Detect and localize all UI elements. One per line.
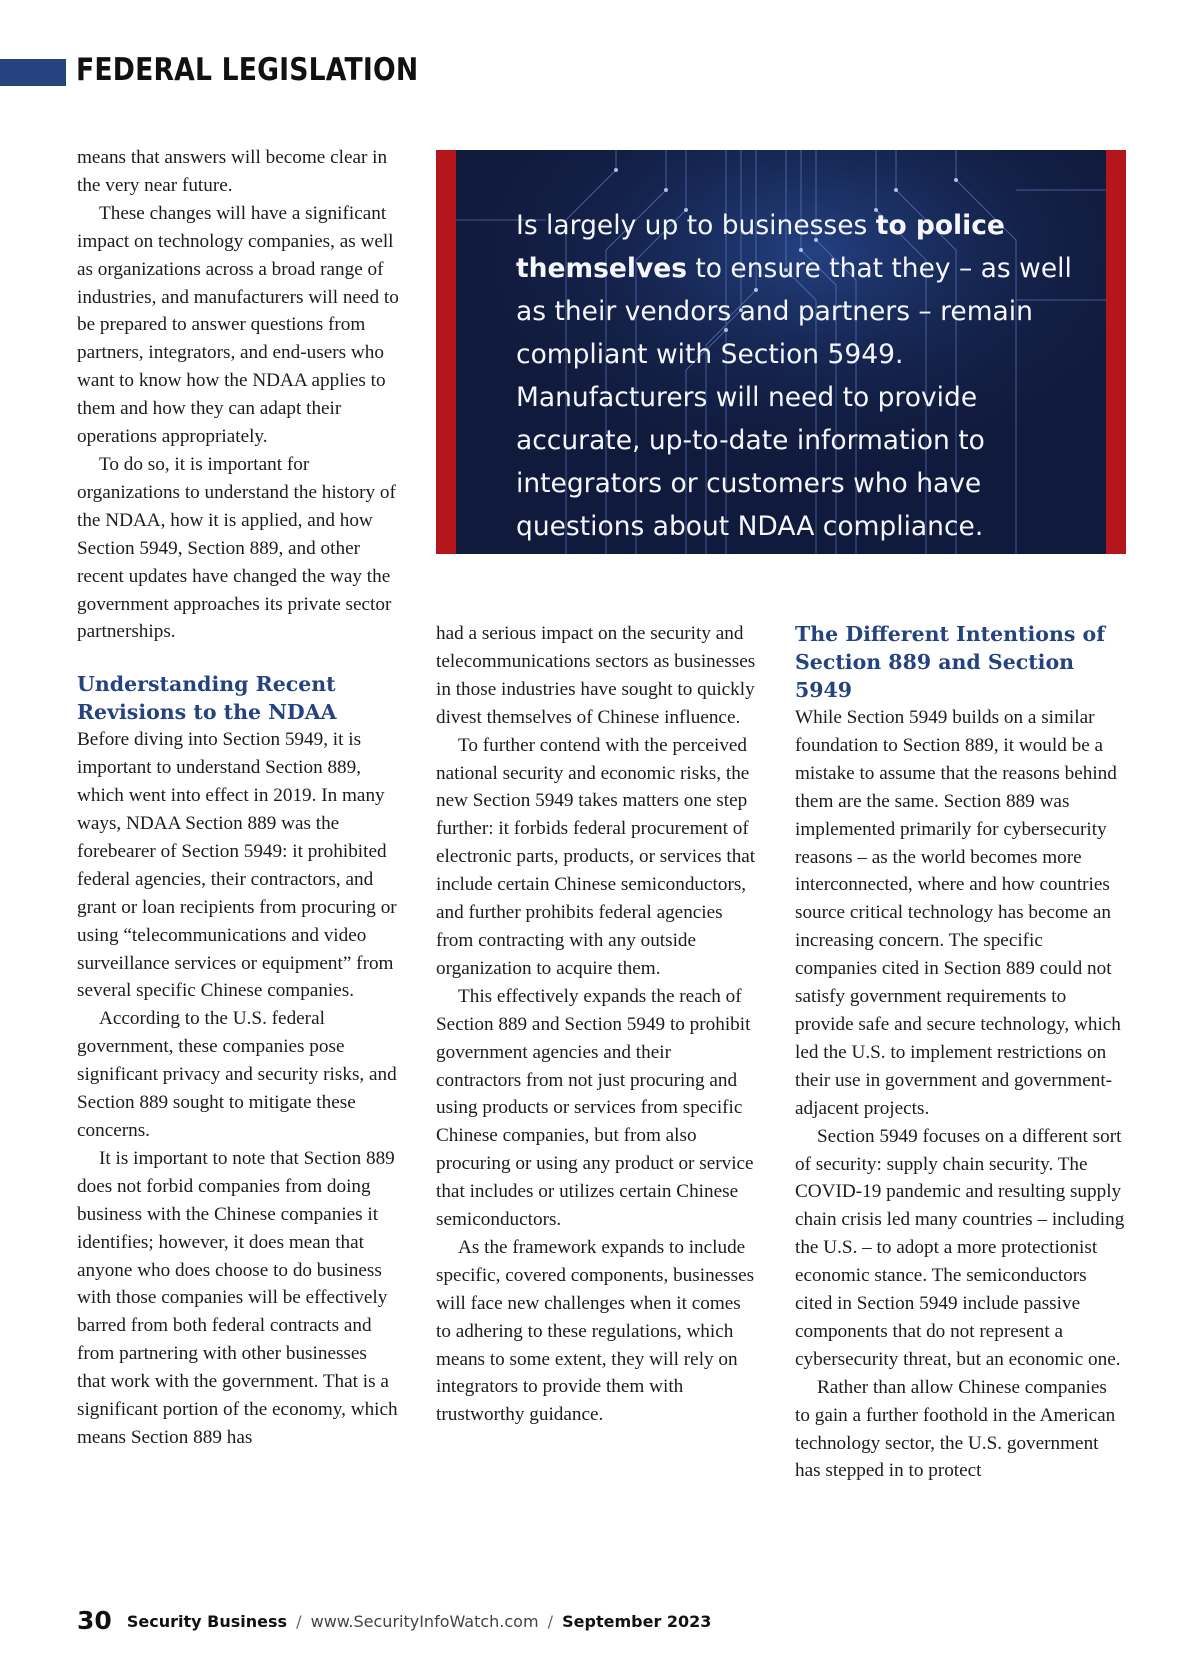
- paragraph: Rather than allow Chinese companies to gain a further foothold in the American technology sector, the U.S. government has stepped in to protect: [795, 1376, 1116, 1482]
- website-url: www.SecurityInfoWatch.com: [310, 1612, 539, 1631]
- paragraph: This effectively expands the reach of Section 889 and Section 5949 to prohibit government agencies and their contractors from not just procuring and using products or services from specific Chinese companies, but from also procuring or using any product or service that includes or utilizes certain Chinese semiconductors.: [436, 985, 754, 1231]
- footer-separator: /: [296, 1612, 302, 1631]
- page-number: 30: [77, 1606, 112, 1635]
- paragraph: It is important to note that Section 889 does not forbid companies from doing business with the Chinese companies it identifies; however, it does mean that anyone who does choose to do business with those companies will be effectively barred from both federal contracts and from partnering with other businesses that work with the government. That is a significant portion of the economy, which means Section 889 has: [77, 1147, 398, 1448]
- issue-date: September 2023: [562, 1612, 712, 1631]
- paragraph: Section 5949 focuses on a different sort of security: supply chain security. The COVID-19 pandemic and resulting supply chain crisis led many countries – including the U.S. – to adopt a more protectionist economic stance. The semiconductors cited in Section 5949 include passive components that do not represent a cybersecurity threat, but an economic one.: [795, 1125, 1125, 1370]
- paragraph: means that answers will become clear in the very near future.: [77, 147, 388, 196]
- paragraph: According to the U.S. federal government, these companies pose significant privacy and security risks, and Section 889 sought to mitigate these concerns.: [77, 1008, 397, 1141]
- paragraph: While Section 5949 builds on a similar foundation to Section 889, it would be a mistake to assume that the reasons behind them are the same. Section 889 was implemented primarily for cybersecurity reasons – as the world becomes more interconnected, where and how countries source critical technology has become an increasing concern. The specific companies cited in Section 889 could not satisfy government requirements to provide safe and secure technology, which led the U.S. to implement restrictions on their use in government and government-adjacent projects.: [795, 707, 1121, 1119]
- paragraph: These changes will have a significant impact on technology companies, as well as organizations across a broad range of industries, and manufacturers will need to be prepared to answer questions from partners, integrators, and end-users who want to know how the NDAA applies to them and how they can adapt their operations appropriately.: [77, 202, 399, 448]
- footer-separator: /: [547, 1612, 554, 1631]
- subheading: The Different Intentions of Section 889 and Section 5949: [795, 622, 1106, 702]
- magazine-name: Security Business: [126, 1612, 288, 1631]
- article-column-1: [77, 144, 399, 1452]
- paragraph: To further contend with the perceived national security and economic risks, the new Section 5949 takes matters one step further: it forbids federal procurement of electronic parts, products, or services that include certain Chinese semiconductors, and further prohibits federal agencies from contracting with any outside organization to acquire them.: [436, 734, 756, 979]
- pullquote-box: [436, 150, 1126, 554]
- page-footer: [77, 1606, 711, 1635]
- subheading: Understanding Recent Revisions to the NDAA: [77, 672, 337, 725]
- paragraph: had a serious impact on the security and telecommunications sectors as businesses in those industries have sought to quickly divest themselves of Chinese influence.: [436, 623, 756, 728]
- pullquote-text: Is largely up to businesses to police themselves to ensure that they – as well as their vendors and partners – remain compliant with Section 5949. Manufacturers will need to provide accurate, up-to-date information to integrators or customers who have questions about NDAA compliance.: [516, 210, 1072, 542]
- article-column-3: [795, 620, 1125, 1485]
- paragraph: To do so, it is important for organizations to understand the history of the NDAA, how it is applied, and how Section 5949, Section 889, and other recent updates have changed the way the government approaches its private sector partnerships.: [77, 453, 396, 643]
- paragraph: As the framework expands to include specific, covered components, businesses will face new challenges when it comes to adhering to these regulations, which means to some extent, they will rely on integrators to provide them with trustworthy guidance.: [436, 1236, 755, 1426]
- section-accent-bar: [0, 59, 66, 86]
- paragraph: Before diving into Section 5949, it is important to understand Section 889, which went into effect in 2019. In many ways, NDAA Section 889 was the forebearer of Section 5949: it prohibited federal agencies, their contractors, and grant or loan recipients from procuring or using “telecommunications and video surveillance services or equipment” from several specific Chinese companies.: [77, 729, 397, 1002]
- section-label: FEDERAL LEGISLATION: [76, 52, 419, 88]
- article-column-2: [436, 620, 758, 1429]
- pullquote-background: [456, 150, 1106, 554]
